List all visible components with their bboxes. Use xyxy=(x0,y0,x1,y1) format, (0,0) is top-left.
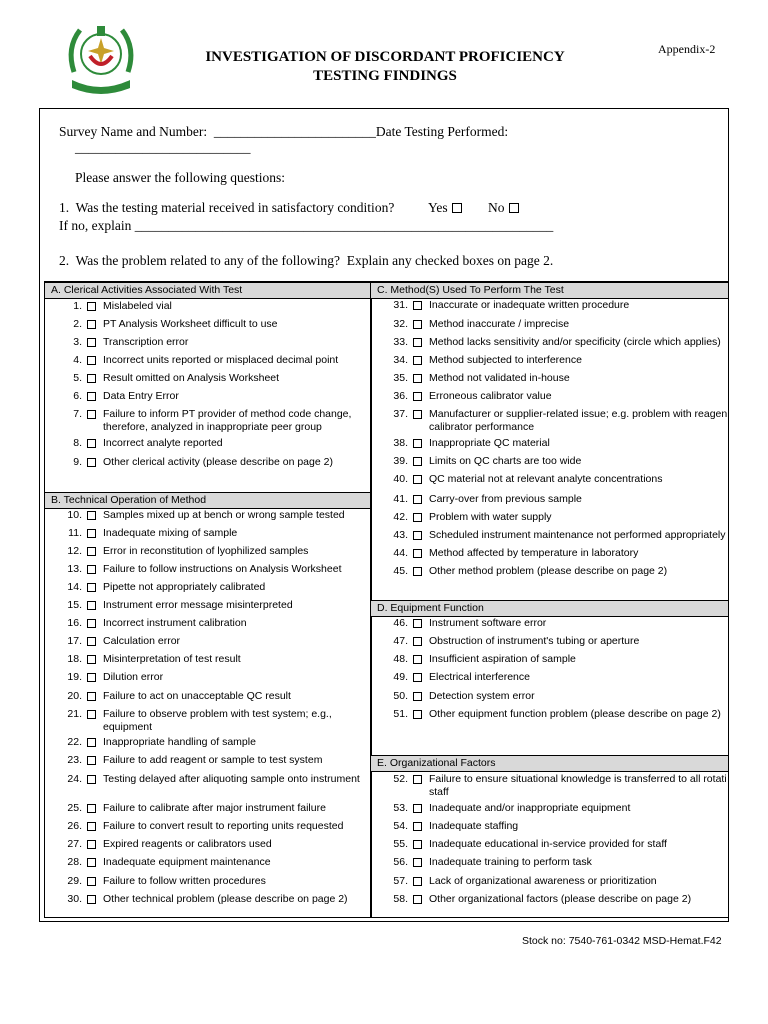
item-label: Incorrect analyte reported xyxy=(103,437,223,449)
item-checkbox[interactable] xyxy=(87,692,96,701)
item-checkbox[interactable] xyxy=(413,804,422,813)
item-checkbox[interactable] xyxy=(413,531,422,540)
item-number: 10. xyxy=(67,509,82,521)
item-checkbox[interactable] xyxy=(87,583,96,592)
item-checkbox[interactable] xyxy=(413,495,422,504)
item-checkbox[interactable] xyxy=(413,710,422,719)
item-label: Failure to follow written procedures xyxy=(103,875,266,887)
item-number: 52. xyxy=(393,773,408,785)
item-label: Manufacturer or supplier-related issue; e.g. problem with reagen calibrator performance xyxy=(429,408,727,433)
item-checkbox[interactable] xyxy=(413,895,422,904)
item-number: 38. xyxy=(393,437,408,449)
item-label: Inaccurate or inadequate written procedure xyxy=(429,299,630,311)
item-checkbox[interactable] xyxy=(413,858,422,867)
item-number: 17. xyxy=(67,635,82,647)
item-label: Other clerical activity (please describe on page 2) xyxy=(103,456,333,468)
q1-yes-checkbox[interactable] xyxy=(452,203,462,213)
item-number: 55. xyxy=(393,838,408,850)
item-checkbox[interactable] xyxy=(413,356,422,365)
item-label: Samples mixed up at bench or wrong sample tested xyxy=(103,509,345,521)
survey-line-continued: __________________________ xyxy=(75,140,251,155)
item-number: 36. xyxy=(393,390,408,402)
item-checkbox[interactable] xyxy=(87,858,96,867)
item-number: 37. xyxy=(393,408,408,420)
item-checkbox[interactable] xyxy=(413,392,422,401)
item-checkbox[interactable] xyxy=(87,804,96,813)
item-label: Failure to ensure situational knowledge is transferred to all rotati staff xyxy=(429,773,727,798)
item-number: 1. xyxy=(73,300,82,312)
item-number: 44. xyxy=(393,547,408,559)
item-label: Carry-over from previous sample xyxy=(429,493,582,505)
section-d-header: D. Equipment Function xyxy=(371,600,728,617)
item-checkbox[interactable] xyxy=(87,673,96,682)
item-checkbox[interactable] xyxy=(413,513,422,522)
item-checkbox[interactable] xyxy=(87,458,96,467)
checklist-item[interactable] xyxy=(376,893,727,921)
item-number: 35. xyxy=(393,372,408,384)
item-label: Failure to convert result to reporting units requested xyxy=(103,820,344,832)
q1-no-label: No xyxy=(488,200,505,215)
item-number: 51. xyxy=(393,708,408,720)
title-line-2: TESTING FINDINGS xyxy=(313,68,457,84)
item-label: Problem with water supply xyxy=(429,511,552,523)
item-label: Inadequate equipment maintenance xyxy=(103,856,271,868)
item-number: 32. xyxy=(393,318,408,330)
item-label: Incorrect instrument calibration xyxy=(103,617,247,629)
stock-number: Stock no: 7540-761-0342 MSD-Hemat.F42 xyxy=(522,935,722,947)
item-number: 27. xyxy=(67,838,82,850)
item-number: 19. xyxy=(67,671,82,683)
question-1: 1. Was the testing material received in satisfactory condition? xyxy=(59,200,395,215)
item-label: Failure to add reagent or sample to test system xyxy=(103,754,323,766)
item-number: 4. xyxy=(73,354,82,366)
item-number: 31. xyxy=(393,299,408,311)
item-label: Inappropriate handling of sample xyxy=(103,736,256,748)
q1-yes-label: Yes xyxy=(428,200,448,215)
item-checkbox[interactable] xyxy=(87,338,96,347)
appendix-label: Appendix-2 xyxy=(658,42,716,56)
item-number: 33. xyxy=(393,336,408,348)
item-label: Method lacks sensitivity and/or specificity (circle which applies) xyxy=(429,336,721,348)
q1-explain-line[interactable]: If no, explain ______________________________________________________________ xyxy=(59,218,554,233)
item-number: 42. xyxy=(393,511,408,523)
item-number: 48. xyxy=(393,653,408,665)
item-label: Failure to calibrate after major instrument failure xyxy=(103,802,326,814)
item-label: Method inaccurate / imprecise xyxy=(429,318,570,330)
item-label: Limits on QC charts are too wide xyxy=(429,455,582,467)
item-checkbox[interactable] xyxy=(87,439,96,448)
item-checkbox[interactable] xyxy=(413,301,422,310)
item-number: 34. xyxy=(393,354,408,366)
item-label: Testing delayed after aliquoting sample onto instrument xyxy=(103,773,360,785)
item-label: Failure to inform PT provider of method code change, therefore, analyzed in inappropriate peer group xyxy=(103,408,352,433)
item-checkbox[interactable] xyxy=(87,655,96,664)
item-number: 14. xyxy=(67,581,82,593)
item-checkbox[interactable] xyxy=(87,738,96,747)
item-label: Lack of organizational awareness or prioritization xyxy=(429,875,657,887)
item-number: 9. xyxy=(73,456,82,468)
item-number: 24. xyxy=(67,773,82,785)
section-e-header: E. Organizational Factors xyxy=(371,755,728,772)
item-checkbox[interactable] xyxy=(413,439,422,448)
item-number: 29. xyxy=(67,875,82,887)
item-label: Inadequate staffing xyxy=(429,820,519,832)
item-label: Pipette not appropriately calibrated xyxy=(103,581,266,593)
item-number: 12. xyxy=(67,545,82,557)
item-number: 7. xyxy=(73,408,82,420)
emblem-logo xyxy=(60,18,142,98)
item-checkbox[interactable] xyxy=(413,775,422,784)
item-number: 6. xyxy=(73,390,82,402)
item-checkbox[interactable] xyxy=(87,895,96,904)
item-label: Mislabeled vial xyxy=(103,300,172,312)
item-checkbox[interactable] xyxy=(87,565,96,574)
item-label: Failure to observe problem with test system; e.g., equipment xyxy=(103,708,332,733)
item-number: 2. xyxy=(73,318,82,330)
item-label: Expired reagents or calibrators used xyxy=(103,838,272,850)
item-checkbox[interactable] xyxy=(413,655,422,664)
item-checkbox[interactable] xyxy=(413,410,422,419)
item-checkbox[interactable] xyxy=(87,822,96,831)
item-label: PT Analysis Worksheet difficult to use xyxy=(103,318,278,330)
item-label: Instrument software error xyxy=(429,617,547,629)
item-label: Inappropriate QC material xyxy=(429,437,550,449)
item-checkbox[interactable] xyxy=(413,840,422,849)
item-checkbox[interactable] xyxy=(413,549,422,558)
q1-no-checkbox[interactable] xyxy=(509,203,519,213)
item-number: 40. xyxy=(393,473,408,485)
item-checkbox[interactable] xyxy=(87,356,96,365)
item-checkbox[interactable] xyxy=(413,877,422,886)
item-number: 15. xyxy=(67,599,82,611)
item-number: 49. xyxy=(393,671,408,683)
item-checkbox[interactable] xyxy=(413,457,422,466)
item-checkbox[interactable] xyxy=(87,619,96,628)
item-checkbox[interactable] xyxy=(87,302,96,311)
instructions: Please answer the following questions: xyxy=(75,170,285,185)
item-number: 16. xyxy=(67,617,82,629)
item-checkbox[interactable] xyxy=(87,410,96,419)
q1-yes-option[interactable] xyxy=(428,200,462,216)
item-label: Other equipment function problem (please describe on page 2) xyxy=(429,708,721,720)
item-label: Data Entry Error xyxy=(103,390,179,402)
item-number: 25. xyxy=(67,802,82,814)
title-line-1: INVESTIGATION OF DISCORDANT PROFICIENCY xyxy=(205,49,565,65)
item-number: 8. xyxy=(73,437,82,449)
item-label: Inadequate training to perform task xyxy=(429,856,592,868)
item-number: 30. xyxy=(67,893,82,905)
item-number: 58. xyxy=(393,893,408,905)
item-label: Erroneous calibrator value xyxy=(429,390,552,402)
item-label: Inadequate and/or inappropriate equipment xyxy=(429,802,631,814)
checklist-item[interactable] xyxy=(376,408,727,436)
item-label: QC material not at relevant analyte concentrations xyxy=(429,473,663,485)
item-checkbox[interactable] xyxy=(413,320,422,329)
item-number: 39. xyxy=(393,455,408,467)
item-label: Incorrect units reported or misplaced decimal point xyxy=(103,354,339,366)
item-checkbox[interactable] xyxy=(87,374,96,383)
item-checkbox[interactable] xyxy=(413,374,422,383)
item-checkbox[interactable] xyxy=(413,475,422,484)
item-checkbox[interactable] xyxy=(413,822,422,831)
item-number: 56. xyxy=(393,856,408,868)
item-checkbox[interactable] xyxy=(87,637,96,646)
item-checkbox[interactable] xyxy=(87,320,96,329)
item-label: Inadequate mixing of sample xyxy=(103,527,238,539)
checklist-item[interactable] xyxy=(376,708,727,736)
item-checkbox[interactable] xyxy=(87,392,96,401)
section-b-header: B. Technical Operation of Method xyxy=(45,492,370,509)
item-number: 21. xyxy=(67,708,82,720)
item-checkbox[interactable] xyxy=(413,567,422,576)
item-number: 45. xyxy=(393,565,408,577)
item-number: 20. xyxy=(67,690,82,702)
item-label: Obstruction of instrument's tubing or aperture xyxy=(429,635,640,647)
item-label: Error in reconstitution of lyophilized samples xyxy=(103,545,309,557)
item-number: 28. xyxy=(67,856,82,868)
item-number: 41. xyxy=(393,493,408,505)
item-number: 18. xyxy=(67,653,82,665)
item-checkbox[interactable] xyxy=(87,601,96,610)
item-checkbox[interactable] xyxy=(413,692,422,701)
item-label: Other organizational factors (please describe on page 2) xyxy=(429,893,692,905)
item-label: Misinterpretation of test result xyxy=(103,653,241,665)
document-title xyxy=(170,48,600,86)
item-checkbox[interactable] xyxy=(413,673,422,682)
item-label: Other technical problem (please describe on page 2) xyxy=(103,893,348,905)
item-number: 26. xyxy=(67,820,82,832)
item-label: Inadequate educational in-service provided for staff xyxy=(429,838,667,850)
item-label: Method not validated in-house xyxy=(429,372,570,384)
item-label: Result omitted on Analysis Worksheet xyxy=(103,372,280,384)
item-number: 5. xyxy=(73,372,82,384)
item-label: Dilution error xyxy=(103,671,164,683)
item-label: Other method problem (please describe on page 2) xyxy=(429,565,668,577)
item-checkbox[interactable] xyxy=(413,338,422,347)
item-number: 47. xyxy=(393,635,408,647)
item-label: Calculation error xyxy=(103,635,181,647)
checklist-item[interactable] xyxy=(376,565,727,593)
section-a-header: A. Clerical Activities Associated With Test xyxy=(45,282,370,299)
item-checkbox[interactable] xyxy=(413,637,422,646)
item-label: Method subjected to interference xyxy=(429,354,582,366)
item-label: Failure to act on unacceptable QC result xyxy=(103,690,291,702)
item-label: Insufficient aspiration of sample xyxy=(429,653,576,665)
item-checkbox[interactable] xyxy=(87,710,96,719)
item-checkbox[interactable] xyxy=(87,840,96,849)
item-checkbox[interactable] xyxy=(87,756,96,765)
item-number: 11. xyxy=(68,527,82,539)
item-label: Failure to follow instructions on Analysis Worksheet xyxy=(103,563,342,575)
item-checkbox[interactable] xyxy=(87,775,96,784)
item-number: 46. xyxy=(393,617,408,629)
item-number: 50. xyxy=(393,690,408,702)
item-checkbox[interactable] xyxy=(413,619,422,628)
item-checkbox[interactable] xyxy=(87,877,96,886)
item-label: Scheduled instrument maintenance not performed appropriately xyxy=(429,529,726,541)
item-label: Detection system error xyxy=(429,690,535,702)
section-c-header: C. Method(S) Used To Perform The Test xyxy=(371,282,728,299)
item-number: 22. xyxy=(67,736,82,748)
item-number: 23. xyxy=(67,754,82,766)
item-label: Method affected by temperature in laboratory xyxy=(429,547,639,559)
checklist-item[interactable] xyxy=(376,773,727,801)
item-checkbox[interactable] xyxy=(87,529,96,538)
item-number: 54. xyxy=(393,820,408,832)
item-number: 43. xyxy=(393,529,408,541)
question-2: 2. Was the problem related to any of the following? Explain any checked boxes on page 2. xyxy=(59,253,554,268)
item-number: 13. xyxy=(67,563,82,575)
item-number: 3. xyxy=(73,336,82,348)
survey-line: Survey Name and Number: ________________________Date Testing Performed: xyxy=(59,124,509,139)
item-number: 53. xyxy=(393,802,408,814)
item-checkbox[interactable] xyxy=(87,511,96,520)
item-label: Electrical interference xyxy=(429,671,530,683)
item-label: Transcription error xyxy=(103,336,189,348)
item-checkbox[interactable] xyxy=(87,547,96,556)
item-label: Instrument error message misinterpreted xyxy=(103,599,293,611)
q1-no-option[interactable] xyxy=(488,200,519,216)
item-number: 57. xyxy=(393,875,408,887)
